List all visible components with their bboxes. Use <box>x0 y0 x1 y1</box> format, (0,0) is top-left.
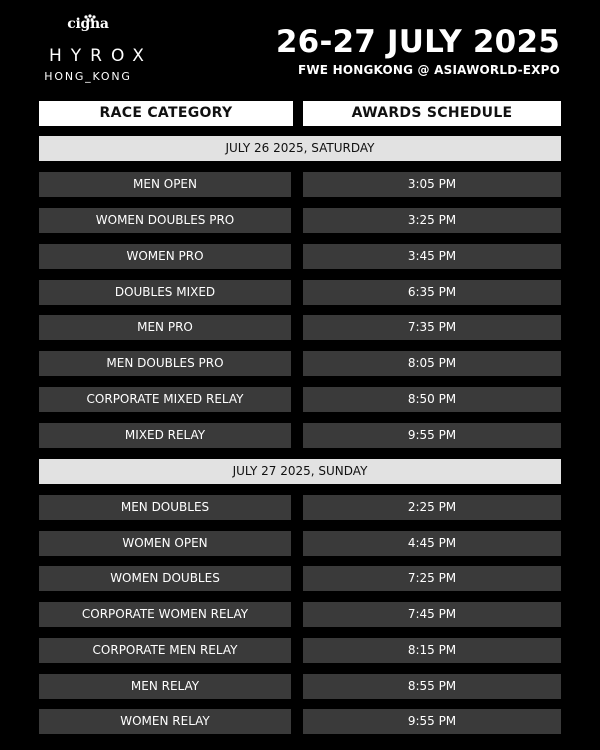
table-row <box>39 208 561 233</box>
award-time-cell: 3:45 PM <box>303 244 561 269</box>
event-venue: FWE HONGKONG @ ASIAWORLD-EXPO <box>297 63 560 77</box>
awards-schedule-header: AWARDS SCHEDULE <box>303 101 561 126</box>
table-row <box>39 172 561 197</box>
award-time-cell: 3:25 PM <box>303 208 561 233</box>
table-column-headers <box>39 101 561 126</box>
day-header-sunday: JULY 27 2025, SUNDAY <box>39 459 561 484</box>
award-time-cell: 7:35 PM <box>303 315 561 340</box>
race-category-cell: WOMEN DOUBLES <box>39 566 291 591</box>
race-category-cell: MEN DOUBLES <box>39 495 291 520</box>
table-row <box>39 423 561 448</box>
race-category-cell: MEN OPEN <box>39 172 291 197</box>
award-time-cell: 8:55 PM <box>303 674 561 699</box>
award-time-cell: 9:55 PM <box>303 423 561 448</box>
race-category-cell: CORPORATE MEN RELAY <box>39 638 291 663</box>
sponsor-wordmark: cigna <box>67 16 109 32</box>
award-time-cell: 7:45 PM <box>303 602 561 627</box>
award-time-cell: 2:25 PM <box>303 495 561 520</box>
table-row <box>39 674 561 699</box>
race-category-cell: WOMEN DOUBLES PRO <box>39 208 291 233</box>
table-row <box>39 351 561 376</box>
race-category-cell: DOUBLES MIXED <box>39 280 291 305</box>
table-row <box>39 638 561 663</box>
cigna-logo-icon <box>64 14 112 36</box>
day-header-saturday: JULY 26 2025, SATURDAY <box>39 136 561 161</box>
table-row <box>39 531 561 556</box>
award-time-cell: 4:45 PM <box>303 531 561 556</box>
award-time-cell: 3:05 PM <box>303 172 561 197</box>
brand-name: HYROX <box>49 46 153 66</box>
table-row <box>39 495 561 520</box>
race-category-cell: WOMEN OPEN <box>39 531 291 556</box>
race-category-cell: CORPORATE WOMEN RELAY <box>39 602 291 627</box>
race-category-cell: MIXED RELAY <box>39 423 291 448</box>
event-date: 26-27 JULY 2025 <box>275 24 560 60</box>
race-category-cell: MEN DOUBLES PRO <box>39 351 291 376</box>
award-time-cell: 6:35 PM <box>303 280 561 305</box>
brand-city: HONG_KONG <box>44 70 132 83</box>
race-category-cell: MEN PRO <box>39 315 291 340</box>
table-row <box>39 315 561 340</box>
table-row <box>39 709 561 734</box>
award-time-cell: 9:55 PM <box>303 709 561 734</box>
table-row <box>39 602 561 627</box>
award-time-cell: 8:15 PM <box>303 638 561 663</box>
table-row <box>39 244 561 269</box>
race-category-cell: WOMEN RELAY <box>39 709 291 734</box>
table-row <box>39 280 561 305</box>
race-category-header: RACE CATEGORY <box>39 101 293 126</box>
award-time-cell: 7:25 PM <box>303 566 561 591</box>
race-category-cell: CORPORATE MIXED RELAY <box>39 387 291 412</box>
race-category-cell: MEN RELAY <box>39 674 291 699</box>
award-time-cell: 8:50 PM <box>303 387 561 412</box>
award-time-cell: 8:05 PM <box>303 351 561 376</box>
table-row <box>39 387 561 412</box>
event-branding <box>40 14 153 83</box>
table-row <box>39 566 561 591</box>
race-category-cell: WOMEN PRO <box>39 244 291 269</box>
